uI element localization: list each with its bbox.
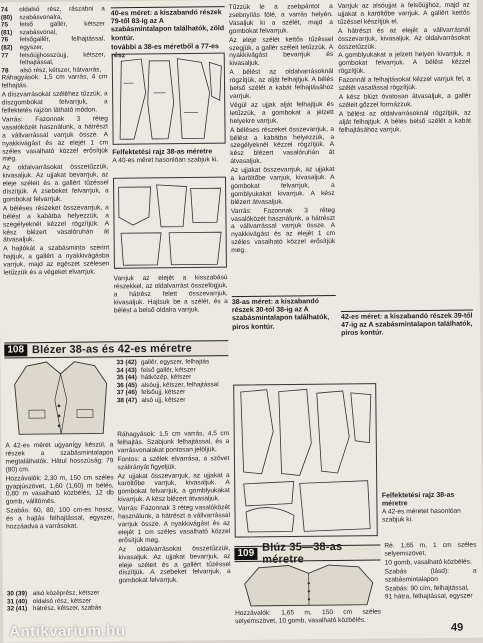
- section-108-title: Blézer 38-as és 42-es méretre: [32, 343, 192, 357]
- s109-size-2: 10 gomb, vasalható közbélés.: [385, 558, 477, 567]
- s108b-para-2: Fontos: a szélek elvarrása, a szövet szálirányát figyeljük.: [117, 455, 229, 472]
- col3-para-1: Tűzzük le a zsebpántot a zsebnyílás fölé, a varrás helyén. Vasaljuk ki a szélét, majd a gombokat felvarrjuk.: [229, 3, 333, 36]
- figure-label-1-title: Felfektetési rajz 38-as méretre: [112, 148, 226, 157]
- part-number: 34 (43): [116, 367, 141, 375]
- part-number: 32 (41): [7, 605, 33, 613]
- part-description: alsó rész, kétszer, hátvarrás,: [20, 66, 108, 75]
- s108b-para-4: Varrás: Fazonnak 3 réteg vasalóközét használunk, a hátrészt a vállvarrással varrjuk össze. A nyakkivágást és az elejét 1 cm széles vasalható közzel erősítjük meg.: [118, 504, 230, 545]
- figure-label-2: [382, 492, 476, 525]
- col1-para-4: Az oldalvarrásokat összetűzzük, kivasaljuk. Az ujjakat bevarrjuk, az eleje széleit és a gallért tűzéssel díszítjük. A zsebeket felvarrjuk, a gombokat felvarrjuk.: [2, 164, 108, 205]
- parts-list-row: [7, 605, 115, 614]
- parts-list-row: [1, 51, 107, 67]
- col3-para-4: Végül az ujjak alját felhajtjuk és letűzzük, a gombokat a jelzett helyekre varrjuk.: [230, 101, 334, 126]
- s109-size-3: Szabás (lásd): a szabásmintalapon: [385, 567, 477, 584]
- figure-label-2-sub: A 42-es méretet hasonlóan szabjuk ki.: [382, 508, 476, 525]
- s108-para-3: Szabás: 60, 80, 100 cm-es hossz, és a hajtás felhajtással, egyszer, hozzáadva a varrásokat.: [6, 507, 114, 532]
- figure-label-2-title: Felfektetési rajz 38-as méretre: [382, 492, 476, 509]
- s109-para-1: Hozzávalók: 1,65 m, 150 cm széles selyemszövet, 10 gomb, vasalható közbélés.: [235, 609, 381, 626]
- part-description: felsőújjhosszúujj, kétszer, felhajtással,: [20, 51, 108, 67]
- s109-size-1: Ré. 1,65 m, 1 cm széles selyemszövet,: [384, 542, 476, 559]
- parts-list-108-b: [116, 358, 228, 405]
- part-description: oldalsó rész, kétszer: [33, 597, 115, 605]
- pattern-diagram-top: [111, 52, 226, 145]
- part-description: gallér, egyszer, felhajtás: [141, 358, 229, 367]
- blouse-sketch: [239, 563, 379, 608]
- part-number: 33 (42): [116, 359, 141, 367]
- part-description: felsőgallér, felhajtással, egyszer,: [20, 36, 108, 52]
- part-number: 78: [1, 67, 20, 75]
- section-108-header: [4, 340, 228, 358]
- page-number: 49: [451, 622, 463, 634]
- col3-para-6: Az ujjakat összevarrjuk, az ujjakat a karöltőbe varrjuk, kivasaljuk. A gombokat felvarrjuk, a gomblyukakat kivarrjuk. A kész blézert átvasaljuk.: [230, 166, 334, 207]
- figure-label-1-sub: A 40-es méret hasonlóan szabjuk ki.: [112, 156, 226, 165]
- col1-para-5: A béléses részeket összevarrjuk, a bélést a kabátba helyezzük, a szegélyeknél kézzel rögzítjük. A kész blézert vasalóruhán át átvasaljuk.: [3, 204, 109, 245]
- part-description: hátrész, kétszer, szabás: [33, 605, 115, 613]
- box-top-subheading: további a 38-es méretből a 77-es rész: [111, 43, 225, 61]
- column-4: [338, 2, 472, 233]
- watermark: Antikvarium.hu: [9, 622, 125, 640]
- part-description: oldalsó rész, rászabni a szabásvonalra,: [19, 5, 107, 21]
- col3-para-2: Az eleje szélét kettős tűzéssel szegjük, a gallér széleit letűzzük. A nyakkivágást bevarrjuk és kivasaljuk.: [229, 36, 333, 69]
- s108b-para-3: Az ujjakat összevarrjuk, az ujjakat a karöltőbe varrjuk, kivasaljuk. A gombokat felvarrjuk, a gomblyukakat kivarrjuk. A kész blézert átvasaljuk.: [118, 472, 230, 505]
- part-number: 30 (39): [7, 590, 33, 598]
- section-109-sizes: [384, 542, 477, 633]
- parts-list-row: [1, 36, 107, 52]
- part-number: 31 (40): [7, 598, 33, 606]
- pattern-diagram-bottom: [233, 383, 379, 538]
- section-108-number: 108: [4, 344, 27, 356]
- col3-para-3: A bélést az oldalvarrásoknál rögzítjük, az alját felhajtjuk. A bélés belső szélét a kabát felhajtásához varrjuk.: [229, 68, 333, 101]
- s108b-para-1: Ráhagyások: 1,5 cm varrás, 4,5 cm felhajtás. Szabjunk felhajtással, és a varrásvonalakat pontosan jelöljük.: [117, 430, 229, 455]
- section-109-title: Blúz 35—38-as méretre: [262, 541, 381, 566]
- s108-para-2: Hozzávalók: 2,30 m, 150 cm széles gyapjúszövet, 1,60 (1,60) m bélés, 0,80 m vasalható közbélés, 12 db gomb, válltömés.: [6, 474, 114, 507]
- box-right: 42-es méret: a kiszabandó részek 39-től 47-ig az A szabásmintalapon találhatók, piros kontúr.: [341, 310, 473, 339]
- column-2: [114, 274, 229, 337]
- part-number: 38 (47): [117, 397, 142, 405]
- part-number: 36 (45): [117, 382, 142, 390]
- part-description: hátközép, kétszer: [141, 373, 229, 382]
- col1-para-1: Ráhagyások: 1,5 cm varrás, 4 cm felhajtás.: [1, 74, 107, 91]
- col1-para-3: Varrás: Fazonnak 3 réteg vasalóközét használunk, a hátrészt a vállvarrással varrjuk össze. A nyakkivágást és az elejét 1 cm széles vasalható közzel erősítjük meg.: [2, 115, 108, 164]
- col4-para-3: A gomblyukakat a jelzett helyen kivarrjuk, a gombokat felvarrjuk. A bélést kézzel rögzítjük.: [338, 51, 470, 76]
- part-number: 75 (81): [1, 21, 20, 36]
- column-1: [1, 5, 111, 346]
- col4-para-1: Varrjuk az alsóujjat a felsőújjhoz, majd az ujjakat a karöltőbe varrjuk. A gallért kettős tűzéssel készítjük el.: [338, 2, 470, 27]
- section-109-number: 109: [234, 548, 257, 560]
- part-description: felsőujj, kétszer: [141, 388, 229, 397]
- col4-para-2: A hátrészt és az elejét a vállvarrásnál összevarrjuk, kivasaljuk. Az oldalvarrásokat összetűzzük.: [338, 26, 470, 51]
- part-number: 76 (82): [1, 37, 20, 52]
- pattern-diagram-mid: [112, 176, 227, 269]
- box-mid: 38-as méret: a kiszabandó részek 30-tól 38-ig az A szabásmintalapon találhatók, piros kontúr.: [232, 295, 336, 332]
- section-108-text: [5, 441, 115, 587]
- jacket-sketch: [6, 359, 115, 440]
- col3-para-7: Varrás: Fazonnak 3 réteg vasalóközét használunk, a hátrészt a vállvarrással varrjuk össze. A nyakkivágást és az elejét 1 cm széles vasalható közzel erősítjük meg.: [231, 207, 335, 256]
- column-3: [229, 3, 335, 224]
- col1-para-6: A hajtókát a szabásminta szerint hajtjuk, a gallért a nyakkivágásba varrjuk, majd az egészet szélesen letűzzük és a végeket elvarrjuk.: [3, 245, 109, 278]
- parts-list-row: [117, 396, 229, 405]
- parts-list-row: [1, 5, 107, 21]
- col1-para-2: A díszvarrásokat széléhez tűzzük, a díszgombokat felvarrjuk, a felfektetés rajzon látható módon.: [2, 91, 108, 116]
- parts-list-108: [7, 589, 115, 613]
- col4-para-5: A kész blúzt óvatosan átvasaljuk, a gallér széleit gőzzel formázzuk.: [339, 93, 471, 110]
- part-description: alsó ujj, kétszer: [141, 396, 229, 405]
- s108b-para-5: Az oldalvarrásokat összetűzzük, kivasaljuk. Az ujjakat bevarrjuk, az eleje széleit és a gallért tűzéssel díszítjük. A zsebeket felvarrjuk, a gombokat felvarrjuk.: [118, 545, 230, 586]
- s109-size-4: Szabás: 90 cím, felhajtással,: [385, 584, 477, 593]
- col4-para-4: Fazonnál a felhajtásokat kézzel varrjuk fel, a szélét vasalással rögzítjük.: [338, 76, 470, 93]
- part-number: 74 (80): [1, 6, 20, 21]
- section-108-text-b: [117, 430, 231, 636]
- parts-list-row: [7, 589, 115, 598]
- part-description: alsó középrész, kétszer: [33, 589, 115, 597]
- part-number: 37 (46): [117, 389, 142, 397]
- parts-list-row: [1, 21, 107, 37]
- col2-para-1: Varrjuk az elejét a kisszabású részekkel, az oldalvarrást összefogjuk, a hátrész felett összevarrjuk, kivasaljuk. Hajtsuk be a szélét, és a bélést a belső oldalra varrjuk.: [114, 274, 228, 315]
- figure-label-1: [112, 148, 226, 165]
- section-109-header: [234, 545, 380, 563]
- box-top-heading-text: 40-es méret: a kiszabandó részek 79-től 83-ig az A szabásmintalapon találhatók, zöld kontúr.: [111, 9, 225, 43]
- col4-para-6: A bélést az oldalvarrásoknál rögzítjük, az alját felhajtjuk. A bélés belső szélét a kabát felhajtásához varrjuk.: [339, 109, 471, 134]
- part-number: 77: [1, 52, 20, 67]
- s109-size-5: 91 hátra, felhajtással, egyszer: [385, 593, 477, 602]
- s108-para-1: A 42-es méret ugyanígy készül, a részek a szabásmintalapon megtalálhatók. Hátul hosszúság: 79 (80) cm.: [5, 441, 113, 474]
- part-description: felső gallér, kétszer szabásvonal,: [19, 21, 107, 37]
- parts-list-top: [1, 5, 108, 74]
- part-number: 35 (44): [117, 374, 142, 382]
- part-description: felső gallér, kétszer: [141, 366, 229, 375]
- part-description: alsóujj, kétszer, felhajtással: [141, 381, 229, 390]
- col3-para-5: A béléses részeket összevarrjuk, a bélést a kabátba helyezzük, a szegélyeknél kézzel rögzítjük. A kész blézert vasalóruhán át átvasaljuk.: [230, 126, 334, 167]
- section-109-text: [235, 609, 381, 637]
